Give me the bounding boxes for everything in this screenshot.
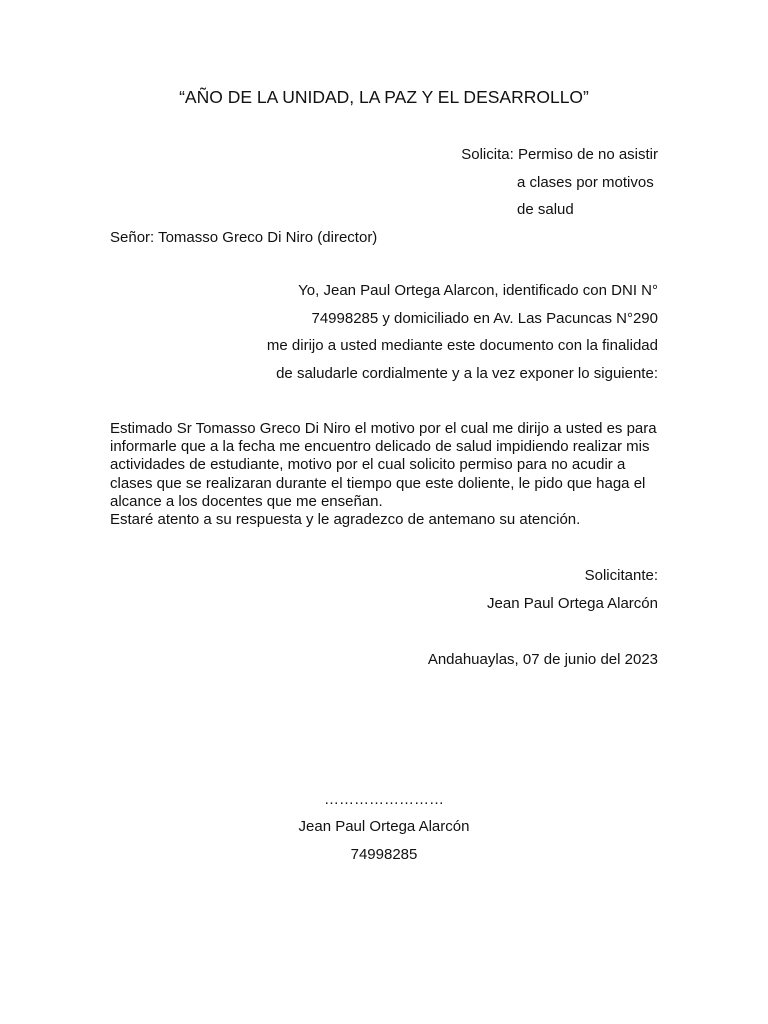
intro-line-3: me dirijo a usted mediante este documento con la finalidad [266,337,658,354]
body-section [110,420,670,529]
applicant-label: Solicitante: [584,567,658,584]
subject-line-1: Solicita: Permiso de no asistir [461,146,658,163]
place-date: Andahuaylas, 07 de junio del 2023 [427,651,658,668]
document-title: “AÑO DE LA UNIDAD, LA PAZ Y EL DESARROLLO” [179,87,589,107]
signature-line: …………………… [324,791,444,808]
applicant-name: Jean Paul Ortega Alarcón [487,595,658,612]
recipient-line: Señor: Tomasso Greco Di Niro (director) [110,229,378,246]
intro-line-2: 74998285 y domiciliado en Av. Las Pacuncas N°290 [311,310,658,327]
subject-line-3: de salud [517,201,574,218]
signature-dni: 74998285 [350,846,418,863]
body-closing: Estaré atento a su respuesta y le agradezco de antemano su atención. [110,511,581,529]
signature-name: Jean Paul Ortega Alarcón [298,818,470,835]
subject-line-2: a clases por motivos [517,174,654,191]
body-paragraph: Estimado Sr Tomasso Greco Di Niro el motivo por el cual me dirijo a usted es para informarle que a la fecha me encuentro delicado de salud impidiendo realizar mis actividades de estudiante, motivo por el cual solicito permiso para no acudir a clases que se realizaran durante el tiempo que este doliente, le pido que haga el alcance a los docentes que me enseñan. [110,420,657,510]
intro-line-4: de saludarle cordialmente y a la vez exponer lo siguiente: [276,365,658,382]
intro-line-1: Yo, Jean Paul Ortega Alarcon, identificado con DNI N° [298,282,658,299]
